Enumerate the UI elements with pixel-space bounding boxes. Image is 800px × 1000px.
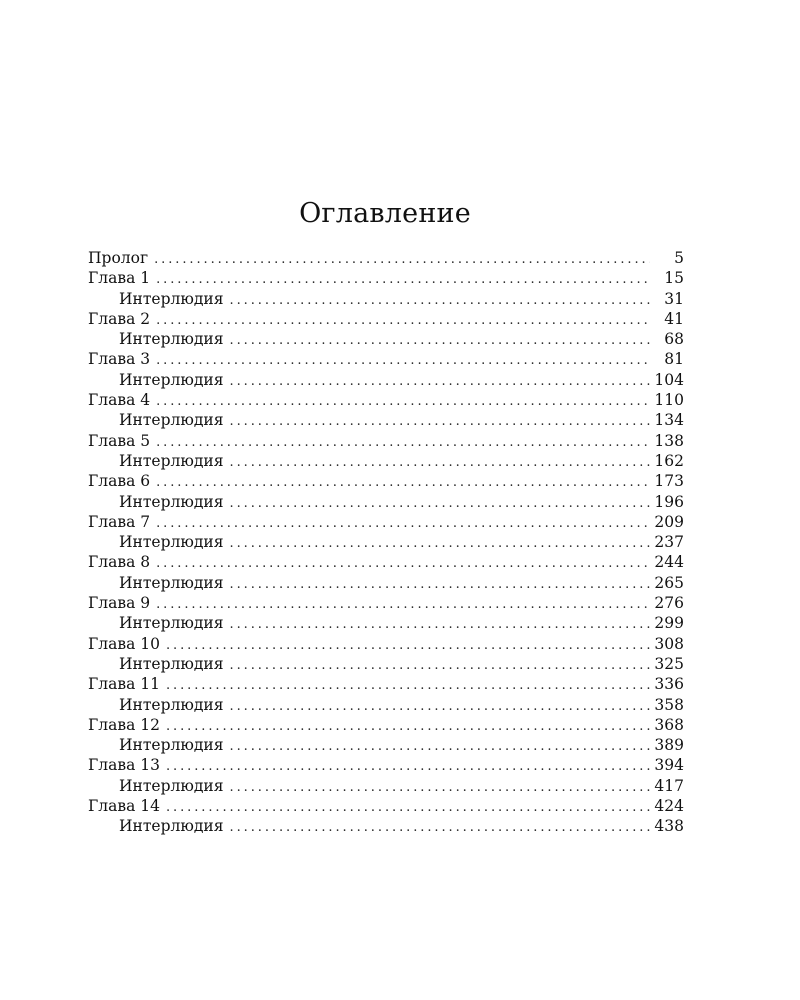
toc-entry-label: Интерлюдия [119,370,224,389]
toc-entry-chapter [88,431,684,451]
toc-entry-page-number: 394 [654,756,684,775]
toc-entry-label: Глава 12 [88,715,160,734]
toc-entry-page-number: 134 [654,411,684,430]
toc-entry-interlude [88,735,684,755]
toc-entry-page-number: 276 [654,594,684,613]
toc-entry-chapter [88,309,684,329]
toc-entry-interlude [88,613,684,633]
dot-leader [166,717,650,737]
toc-entry-label: Интерлюдия [119,330,224,349]
toc-entry-label: Глава 11 [88,675,160,694]
toc-entry-label: Глава 10 [88,634,160,653]
dot-leader [156,473,650,493]
toc-entry-label: Интерлюдия [119,289,224,308]
toc-entry-label: Интерлюдия [119,776,224,795]
dot-leader [156,392,650,412]
toc-entry-chapter [88,552,684,572]
toc-entry-interlude [88,289,684,309]
toc-entry-interlude [88,532,684,552]
dot-leader [156,351,650,371]
toc-entry-page-number: 308 [654,634,684,653]
toc-entry-page-number: 265 [654,573,684,592]
dot-leader [156,554,650,574]
toc-entry-label: Глава 6 [88,472,151,491]
toc-entry-label: Интерлюдия [119,451,224,470]
toc-entry-chapter [88,796,684,816]
toc-entry-label: Глава 1 [88,269,151,288]
toc-entry-chapter [88,268,684,288]
toc-entry-page-number: 81 [664,350,684,369]
toc-entry-page-number: 389 [654,736,684,755]
toc-entry-interlude [88,776,684,796]
toc-entry-label: Глава 14 [88,797,160,816]
toc-entry-label: Интерлюдия [119,817,224,836]
toc-entry-chapter [88,593,684,613]
toc-entry-chapter [88,471,684,491]
toc-entry-page-number: 368 [654,715,684,734]
dot-leader [230,778,650,798]
dot-leader [166,636,650,656]
toc-entry-chapter [88,248,684,268]
toc-entry-label: Интерлюдия [119,492,224,511]
dot-leader [230,534,650,554]
dot-leader [156,433,650,453]
toc-entry-interlude [88,654,684,674]
dot-leader [230,697,650,717]
toc-entry-label: Интерлюдия [119,573,224,592]
toc-entry-label: Глава 7 [88,512,151,531]
toc-entry-label: Интерлюдия [119,736,224,755]
toc-entry-interlude [88,451,684,471]
toc-entry-page-number: 31 [664,289,684,308]
toc-entry-page-number: 173 [654,472,684,491]
toc-entry-label: Глава 3 [88,350,151,369]
dot-leader [230,331,650,351]
dot-leader [166,757,650,777]
toc-entry-label: Глава 13 [88,756,160,775]
toc-entry-label: Глава 2 [88,309,151,328]
toc-entry-page-number: 68 [664,330,684,349]
toc-entry-interlude [88,816,684,836]
toc-entry-page-number: 110 [654,391,684,410]
toc-entry-page-number: 424 [654,797,684,816]
toc-entry-label: Интерлюдия [119,695,224,714]
toc-entry-page-number: 244 [654,553,684,572]
toc-entry-chapter [88,390,684,410]
dot-leader [156,311,650,331]
dot-leader [230,372,650,392]
toc-entry-label: Пролог [88,249,149,267]
toc-entry-label: Глава 5 [88,431,151,450]
toc-entry-interlude [88,370,684,390]
toc-entry-page-number: 325 [654,654,684,673]
toc-entry-page-number: 15 [664,269,684,288]
dot-leader [154,250,650,270]
toc-entry-page-number: 41 [664,309,684,328]
toc-entry-page-number: 299 [654,614,684,633]
toc-entry-page-number: 196 [654,492,684,511]
toc-entry-page-number: 5 [674,249,684,267]
toc-entry-interlude [88,573,684,593]
toc-entry-label: Глава 8 [88,553,151,572]
table-of-contents [88,248,684,837]
toc-entry-label: Интерлюдия [119,411,224,430]
toc-entry-interlude [88,695,684,715]
dot-leader [156,514,650,534]
dot-leader [230,656,650,676]
toc-entry-interlude [88,492,684,512]
dot-leader [166,798,650,818]
toc-entry-interlude [88,329,684,349]
toc-entry-chapter [88,634,684,654]
toc-entry-label: Глава 9 [88,594,151,613]
toc-entry-label: Интерлюдия [119,614,224,633]
dot-leader [230,818,650,838]
toc-entry-page-number: 138 [654,431,684,450]
toc-entry-page-number: 417 [654,776,684,795]
dot-leader [156,270,650,290]
dot-leader [166,676,650,696]
toc-entry-page-number: 438 [654,817,684,836]
dot-leader [230,737,650,757]
toc-entry-page-number: 162 [654,451,684,470]
dot-leader [230,575,650,595]
toc-entry-label: Интерлюдия [119,654,224,673]
toc-entry-page-number: 104 [654,370,684,389]
toc-entry-page-number: 209 [654,512,684,531]
toc-entry-chapter [88,674,684,694]
dot-leader [230,494,650,514]
toc-entry-label: Глава 4 [88,391,151,410]
toc-entry-interlude [88,410,684,430]
toc-entry-page-number: 358 [654,695,684,714]
toc-entry-chapter [88,755,684,775]
dot-leader [230,615,650,635]
toc-entry-chapter [88,349,684,369]
dot-leader [156,595,650,615]
page-title: Оглавление [299,198,471,229]
dot-leader [230,291,650,311]
toc-entry-page-number: 237 [654,533,684,552]
toc-entry-page-number: 336 [654,675,684,694]
toc-entry-chapter [88,512,684,532]
dot-leader [230,412,650,432]
toc-entry-chapter [88,715,684,735]
toc-entry-label: Интерлюдия [119,533,224,552]
dot-leader [230,453,650,473]
